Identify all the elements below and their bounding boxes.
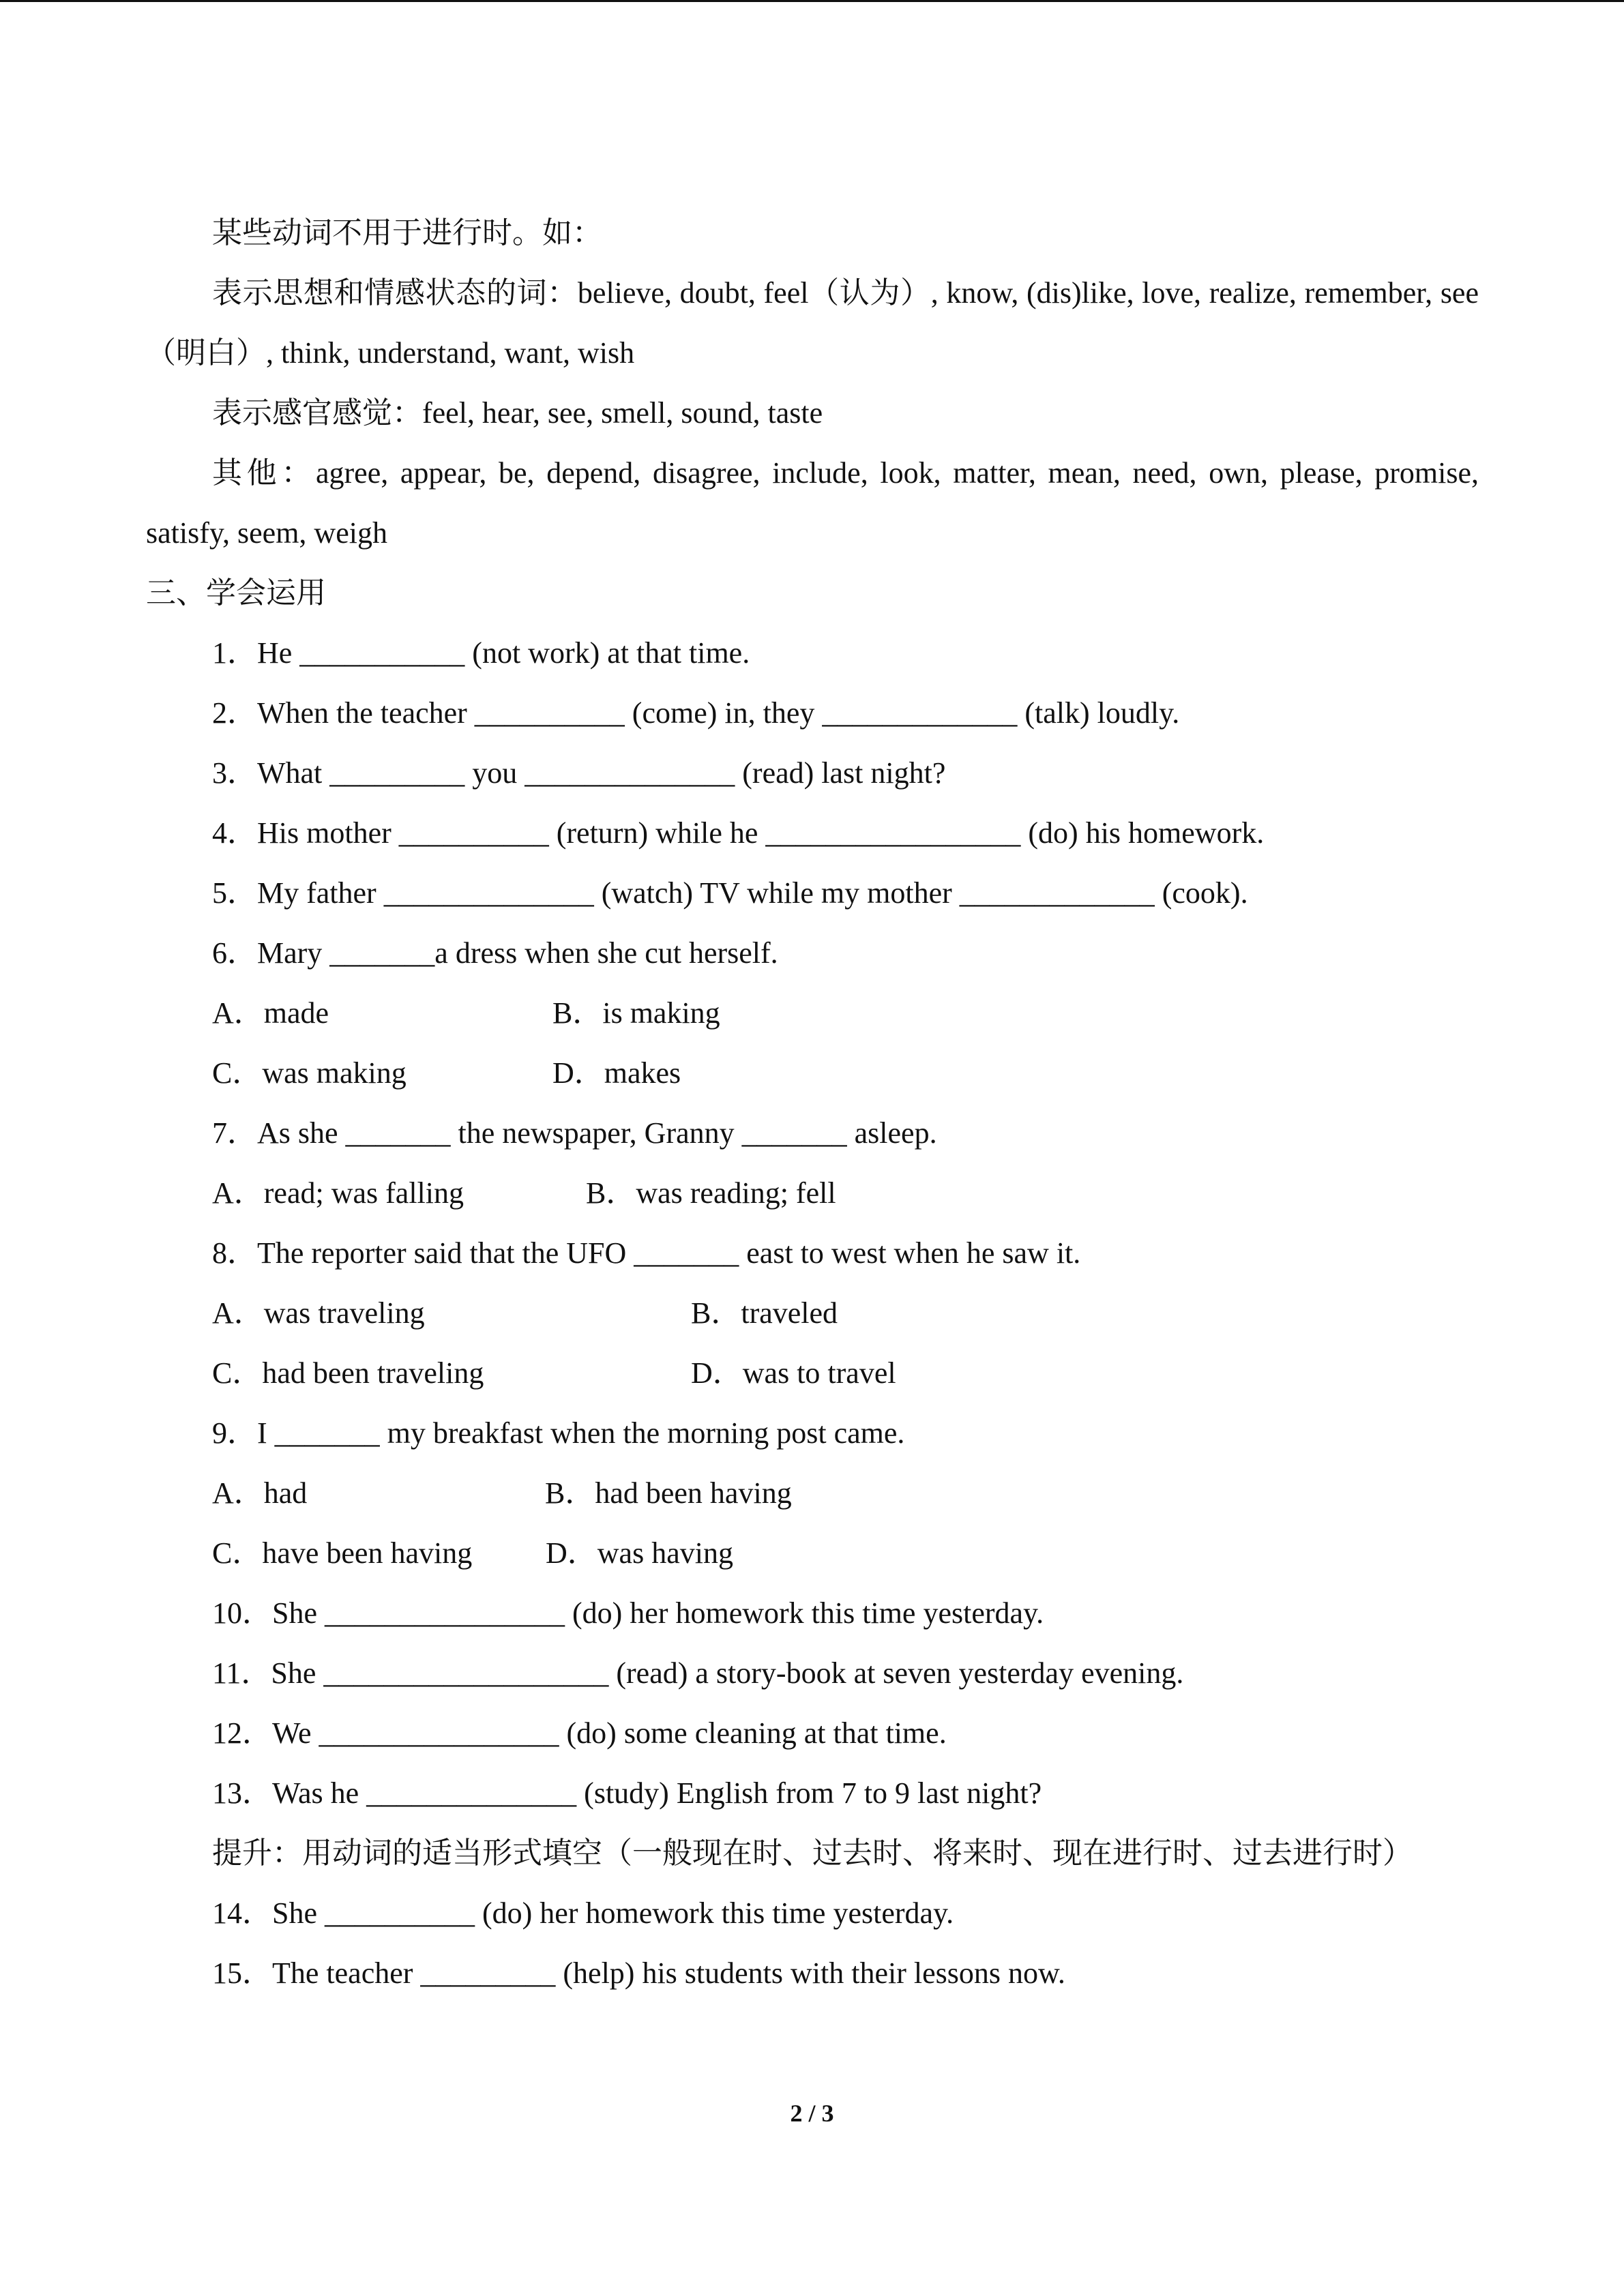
question-8: 8．The reporter said that the UFO _______ east to west when he saw it. (212, 1236, 1081, 1270)
question-6: 6．Mary _______a dress when she cut herself. (212, 936, 778, 970)
note-other-verbs: 其他：agree, appear, be, depend, disagree, include, look, matter, mean, need, own, please, promise, satisfy, seem, weigh (146, 456, 1479, 550)
question-15: 15．The teacher _________ (help) his students with their lessons now. (212, 1956, 1065, 1990)
question-11: 11．She ___________________ (read) a story-book at seven yesterday evening. (212, 1656, 1184, 1690)
note-sense-verbs: 表示感官感觉：feel, hear, see, smell, sound, taste (212, 396, 823, 430)
question-7: 7．As she _______ the newspaper, Granny _______ asleep. (212, 1116, 937, 1150)
option-b: B．had been having (545, 1476, 792, 1510)
option-a: A．was traveling (212, 1296, 425, 1330)
question-3: 3．What _________ you ______________ (read) last night? (212, 756, 946, 790)
question-1: 1．He ___________ (not work) at that time. (212, 636, 750, 670)
question-13: 13．Was he ______________ (study) English from 7 to 9 last night? (212, 1776, 1042, 1810)
question-5: 5．My father ______________ (watch) TV while my mother _____________ (cook). (212, 876, 1248, 910)
question-12: 12．We ________________ (do) some cleaning at that time. (212, 1716, 947, 1750)
question-7-options (146, 1163, 1479, 1223)
option-b: B．was reading; fell (586, 1176, 836, 1210)
option-a: A．read; was falling (212, 1176, 464, 1210)
option-d: D．was having (546, 1536, 733, 1570)
question-6-options-row-2 (146, 1043, 1479, 1103)
question-9-options-row-2 (146, 1523, 1479, 1583)
document-body (146, 203, 1479, 2003)
option-c: C．was making (212, 1056, 407, 1090)
question-4: 4．His mother __________ (return) while he _________________ (do) his homework. (212, 816, 1265, 850)
option-b: B．traveled (691, 1296, 838, 1330)
option-d: D．was to travel (691, 1356, 896, 1390)
question-9: 9．I _______ my breakfast when the morning post came. (212, 1416, 905, 1450)
note-mental-verbs: 表示思想和情感状态的词：believe, doubt, feel（认为）, know, (dis)like, love, realize, remember, see（明白）, think, understand, want, wish (146, 276, 1479, 370)
top-border-line (0, 0, 1624, 2)
option-a: A．made (212, 996, 329, 1030)
question-14: 14．She __________ (do) her homework this time yesterday. (212, 1896, 954, 1930)
question-10: 10．She ________________ (do) her homework this time yesterday. (212, 1596, 1044, 1630)
section-title: 三、学会运用 (146, 576, 326, 610)
option-b: B．is making (552, 996, 720, 1030)
question-9-options-row-1 (146, 1463, 1479, 1523)
page-number: 2 / 3 (790, 2100, 834, 2127)
upgrade-instruction: 提升：用动词的适当形式填空（一般现在时、过去时、将来时、现在进行时、过去进行时） (212, 1836, 1413, 1870)
option-c: C．had been traveling (212, 1356, 484, 1390)
question-2: 2．When the teacher __________ (come) in, they _____________ (talk) loudly. (212, 696, 1180, 730)
option-d: D．makes (552, 1056, 681, 1090)
option-c: C．have been having (212, 1536, 473, 1570)
question-6-options-row-1 (146, 983, 1479, 1043)
option-a: A．had (212, 1476, 308, 1510)
question-8-options-row-1 (146, 1283, 1479, 1343)
question-8-options-row-2 (146, 1343, 1479, 1403)
note-intro: 某些动词不用于进行时。如： (212, 216, 602, 250)
